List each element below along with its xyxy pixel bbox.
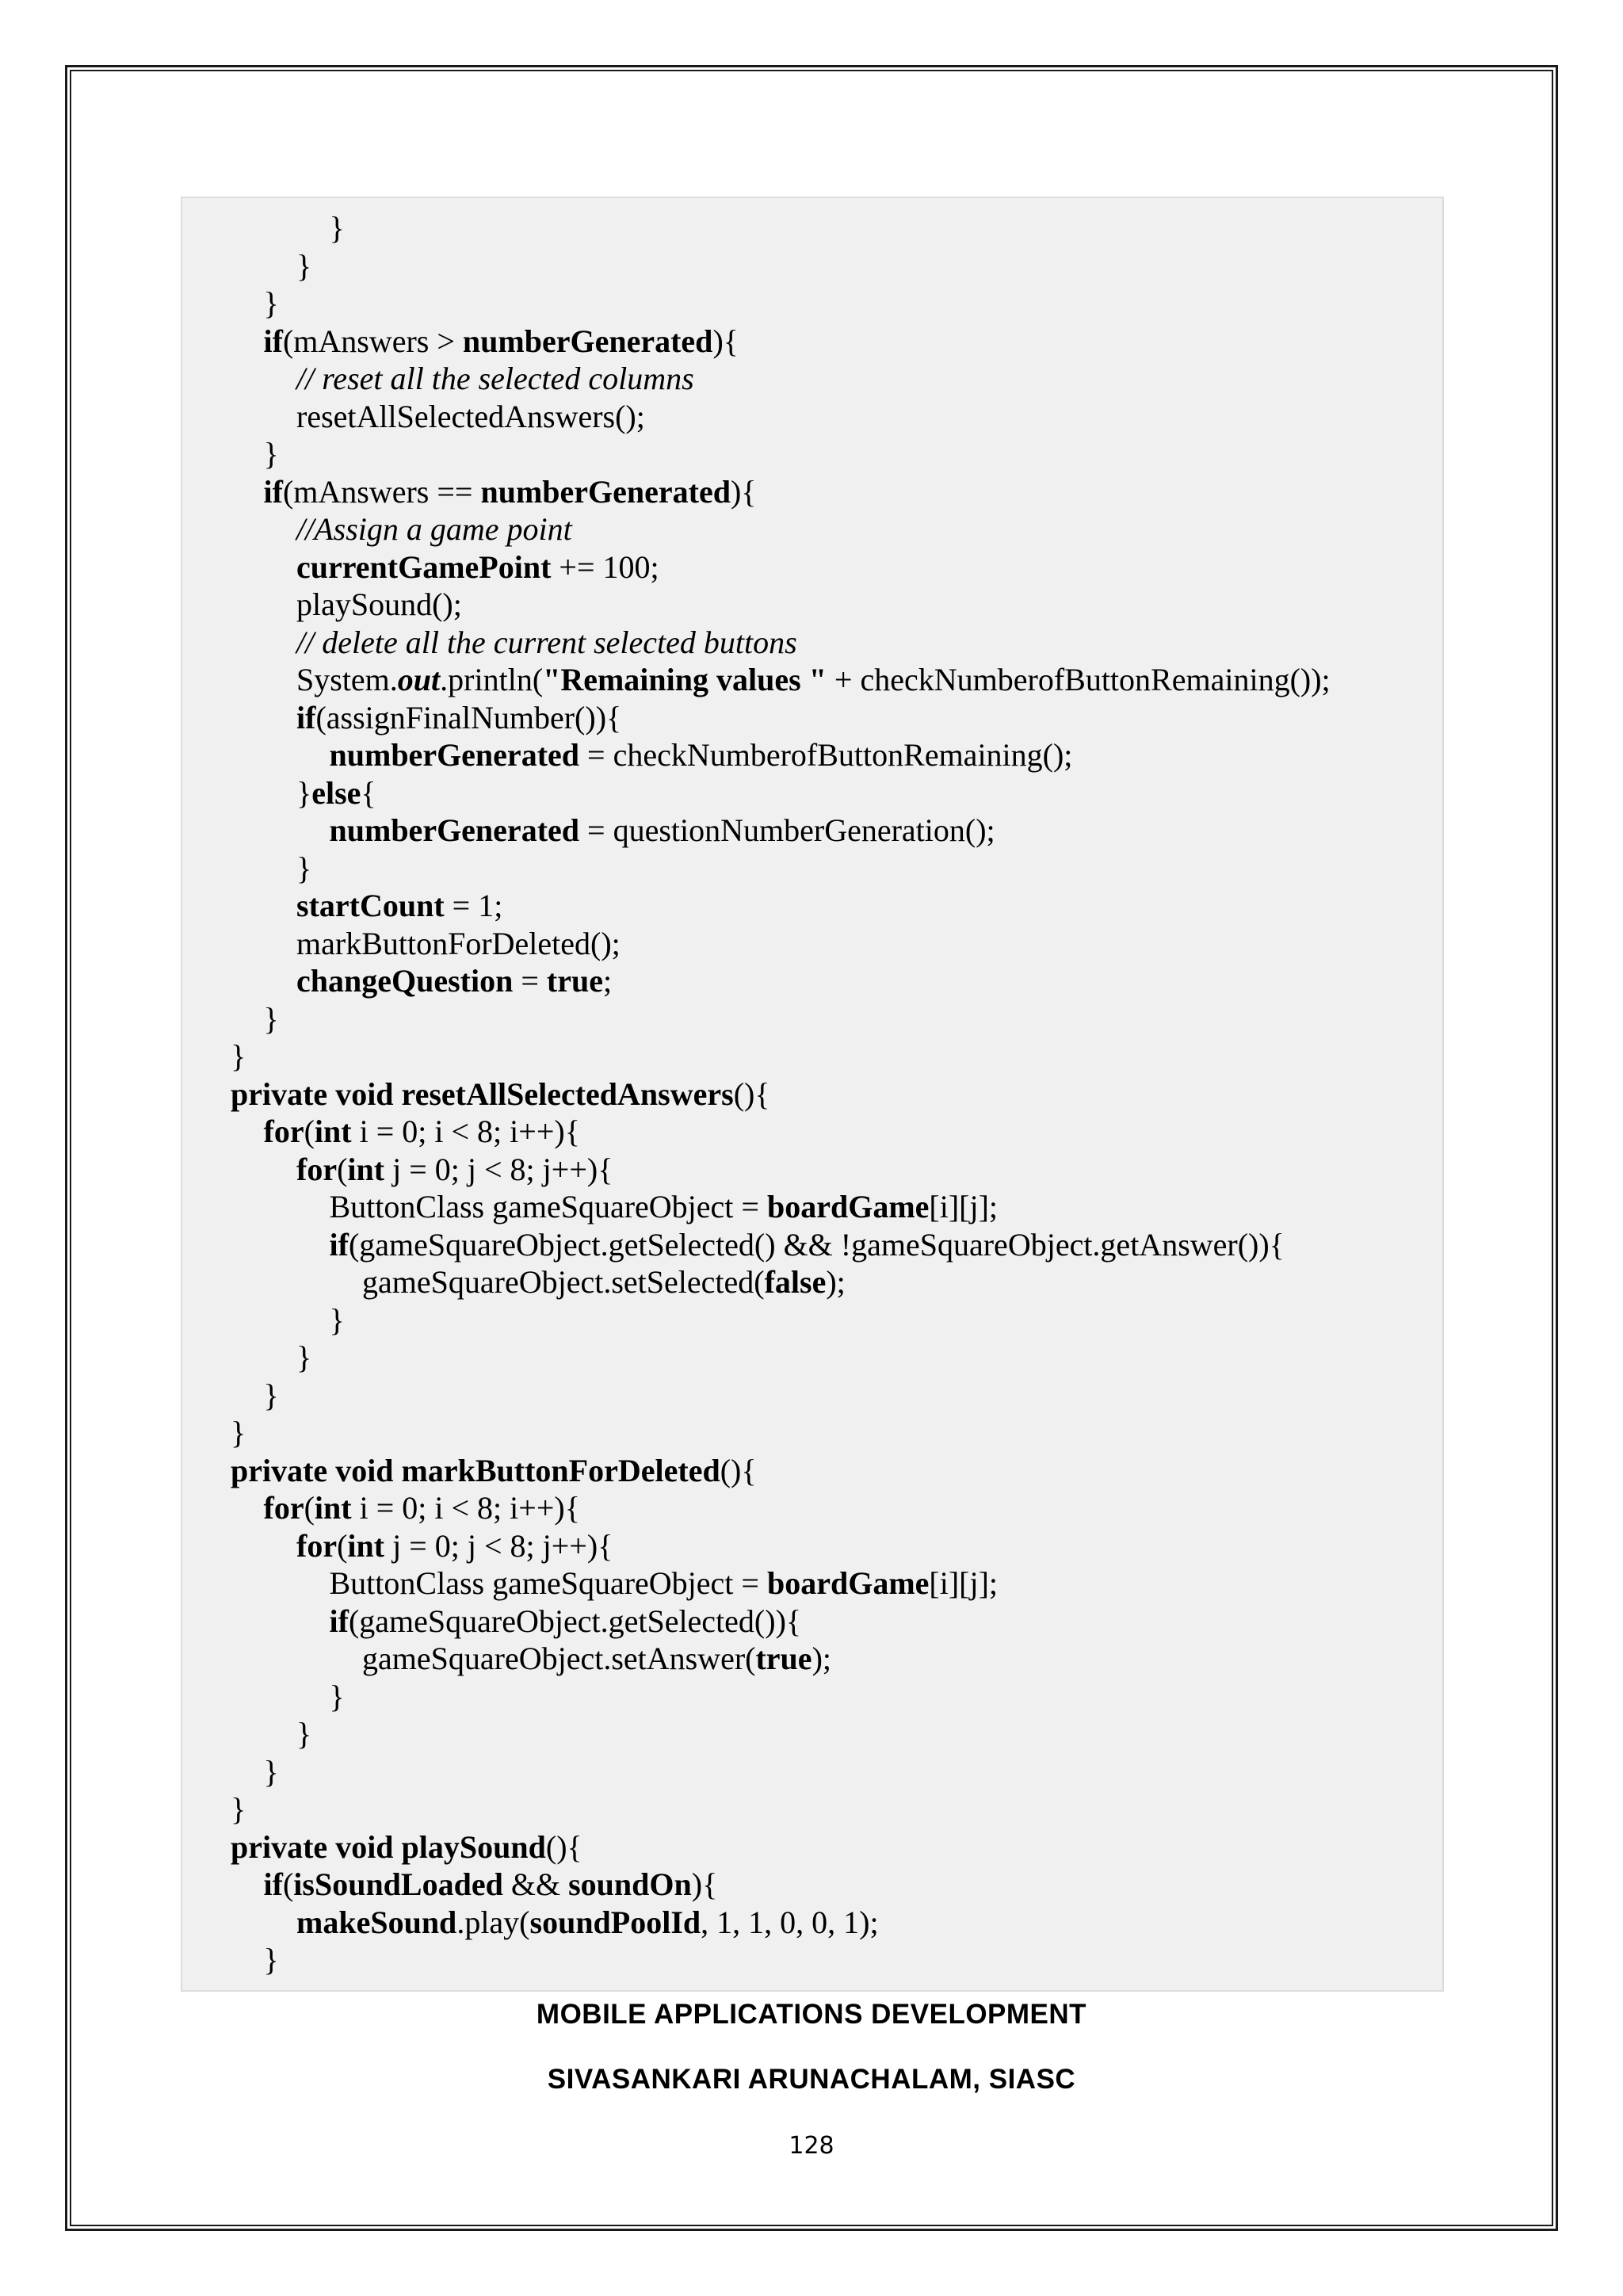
code-line	[330, 812, 995, 850]
code-comment: // reset all the selected columns	[296, 361, 694, 396]
code-text: resetAllSelectedAnswers();	[296, 398, 645, 434]
code-line	[296, 398, 645, 436]
code-text: }	[296, 850, 312, 886]
code-text: = checkNumberofButtonRemaining();	[579, 737, 1073, 773]
code-keyword: boardGame	[766, 1565, 930, 1601]
code-text: (	[304, 1114, 315, 1149]
code-line	[296, 360, 694, 398]
code-text: [i][j];	[929, 1189, 999, 1224]
code-keyword: private void markButtonForDeleted	[231, 1452, 720, 1488]
code-text: [i][j];	[929, 1565, 999, 1601]
code-line	[296, 661, 1331, 699]
code-text: }	[329, 210, 345, 246]
code-text: += 100;	[551, 548, 659, 585]
code-line	[264, 1000, 279, 1038]
code-keyword: for	[296, 1527, 338, 1564]
code-line	[231, 1075, 770, 1114]
code-text: ;	[603, 963, 613, 999]
code-text: (	[282, 1866, 294, 1902]
code-text: i = 0; i < 8; i++){	[351, 1114, 580, 1149]
code-line	[264, 1866, 718, 1904]
code-text: }	[263, 1942, 279, 1977]
code-text: }	[296, 1339, 312, 1375]
code-text: &&	[502, 1866, 569, 1902]
code-text: =	[513, 963, 547, 999]
code-text: (){	[720, 1452, 757, 1488]
code-line	[231, 1452, 757, 1490]
code-keyword: for	[296, 1151, 338, 1187]
code-text: }	[263, 436, 279, 472]
code-text: (	[337, 1151, 348, 1187]
code-keyword: currentGamePoint	[296, 548, 552, 585]
code-line	[330, 1603, 802, 1641]
code-line	[362, 1640, 831, 1678]
code-keyword: boardGame	[766, 1189, 930, 1224]
code-text: ){	[730, 473, 757, 510]
code-line	[296, 1715, 311, 1753]
code-text: (mAnswers >	[282, 323, 463, 359]
code-line	[231, 1828, 582, 1866]
code-text: gameSquareObject.setAnswer(	[362, 1641, 756, 1676]
code-line	[231, 1414, 246, 1452]
code-keyword: changeQuestion	[296, 963, 514, 999]
code-keyword: for	[263, 1490, 304, 1526]
code-text: {	[361, 774, 376, 811]
footer-author: SIVASANKARI ARUNACHALAM, SIASC	[547, 2064, 1076, 2095]
code-text: }	[263, 1377, 279, 1413]
code-keyword: int	[347, 1527, 385, 1564]
code-keyword: int	[347, 1151, 385, 1187]
code-line	[296, 586, 462, 624]
code-text: (mAnswers ==	[282, 473, 481, 510]
code-keyword: isSoundLoaded	[293, 1866, 503, 1902]
code-text: }	[296, 1716, 312, 1752]
code-keyword: numberGenerated	[329, 737, 580, 773]
code-line	[296, 774, 376, 812]
code-line	[264, 473, 757, 511]
code-text: (){	[545, 1828, 582, 1865]
code-line	[296, 962, 612, 1000]
code-line	[264, 435, 279, 473]
code-keyword: if	[329, 1603, 349, 1639]
code-line	[330, 1188, 999, 1226]
code-text: (gameSquareObject.getSelected()){	[348, 1603, 802, 1639]
code-line	[264, 323, 739, 361]
code-text: (gameSquareObject.getSelected() && !gameSquareObject.getAnswer()){	[348, 1226, 1285, 1263]
code-line	[296, 548, 659, 586]
code-keyword: if	[263, 323, 283, 359]
code-text: .println(	[440, 662, 544, 697]
code-text: }	[263, 285, 279, 321]
code-text: }	[329, 1678, 345, 1714]
code-keyword: numberGenerated	[462, 323, 713, 359]
code-line	[296, 1904, 879, 1942]
code-keyword: out	[397, 662, 441, 697]
code-keyword: true	[546, 963, 603, 999]
page-number: 128	[789, 2132, 834, 2160]
code-keyword: false	[764, 1264, 827, 1300]
code-line	[330, 736, 1073, 774]
code-line	[296, 850, 311, 888]
code-text: }	[231, 1791, 246, 1827]
code-keyword: soundPoolId	[529, 1904, 701, 1940]
code-line	[264, 1489, 580, 1527]
code-line	[296, 699, 621, 737]
code-line	[296, 887, 502, 925]
code-line	[231, 1037, 246, 1075]
code-text: j = 0; j < 8; j++){	[384, 1151, 613, 1187]
code-text: (	[337, 1527, 348, 1564]
code-text: }	[296, 774, 312, 811]
code-keyword: int	[314, 1490, 352, 1526]
code-text: );	[826, 1264, 846, 1300]
code-keyword: private void resetAllSelectedAnswers	[231, 1075, 734, 1112]
code-text: = 1;	[444, 888, 503, 923]
code-keyword: if	[329, 1226, 349, 1263]
code-line	[264, 1113, 580, 1151]
code-keyword: soundOn	[568, 1866, 692, 1902]
code-text: i = 0; i < 8; i++){	[351, 1490, 580, 1526]
code-keyword: startCount	[296, 888, 445, 923]
code-line	[264, 1377, 279, 1415]
code-line	[296, 1527, 613, 1565]
code-line	[264, 285, 279, 323]
code-line	[330, 1678, 345, 1716]
code-keyword: numberGenerated	[329, 812, 580, 848]
code-text: }	[263, 1000, 279, 1037]
code-line	[330, 1226, 1285, 1264]
code-comment: //Assign a game point	[296, 511, 572, 547]
code-line	[296, 624, 797, 662]
code-line	[330, 1301, 345, 1339]
code-keyword: if	[296, 699, 316, 735]
code-keyword: "Remaining values "	[543, 662, 827, 697]
code-line	[362, 1263, 846, 1301]
code-keyword: if	[263, 473, 283, 510]
code-text: gameSquareObject.setSelected(	[362, 1264, 765, 1300]
code-text: ButtonClass gameSquareObject =	[329, 1189, 767, 1224]
code-text: }	[231, 1415, 246, 1450]
code-keyword: makeSound	[296, 1904, 457, 1940]
code-line	[296, 1339, 311, 1377]
code-line	[296, 1151, 613, 1189]
code-line	[264, 1941, 279, 1979]
code-keyword: true	[755, 1641, 812, 1676]
code-keyword: numberGenerated	[480, 473, 731, 510]
code-text: );	[812, 1641, 831, 1676]
code-text: }	[231, 1038, 246, 1074]
code-keyword: else	[311, 774, 361, 811]
code-line	[231, 1790, 246, 1828]
code-text: = questionNumberGeneration();	[579, 812, 995, 848]
code-text: ){	[712, 323, 739, 359]
code-line	[296, 510, 572, 548]
code-text: (){	[733, 1075, 770, 1112]
code-text: , 1, 1, 0, 0, 1);	[701, 1904, 879, 1940]
code-text: (	[304, 1490, 315, 1526]
code-keyword: private void playSound	[231, 1828, 546, 1865]
code-line	[296, 925, 621, 963]
code-text: j = 0; j < 8; j++){	[384, 1527, 613, 1564]
code-text: + checkNumberofButtonRemaining());	[826, 662, 1331, 697]
code-text: playSound();	[296, 586, 462, 622]
code-text: markButtonForDeleted();	[296, 925, 621, 961]
footer-course-title: MOBILE APPLICATIONS DEVELOPMENT	[536, 1999, 1087, 2030]
code-text: .play(	[456, 1904, 530, 1940]
code-text: (assignFinalNumber()){	[315, 699, 622, 735]
code-comment: // delete all the current selected buttons	[296, 624, 797, 660]
code-text: System.	[296, 662, 398, 697]
code-text: }	[329, 1301, 345, 1338]
code-line	[330, 209, 345, 247]
code-text: }	[263, 1753, 279, 1790]
code-keyword: for	[263, 1114, 304, 1149]
code-text: }	[296, 247, 312, 284]
code-text: ButtonClass gameSquareObject =	[329, 1565, 767, 1601]
code-keyword: int	[314, 1114, 352, 1149]
code-line	[264, 1753, 279, 1791]
code-line	[330, 1564, 999, 1603]
code-line	[296, 247, 311, 285]
code-keyword: if	[263, 1866, 283, 1902]
code-text: ){	[691, 1866, 718, 1902]
